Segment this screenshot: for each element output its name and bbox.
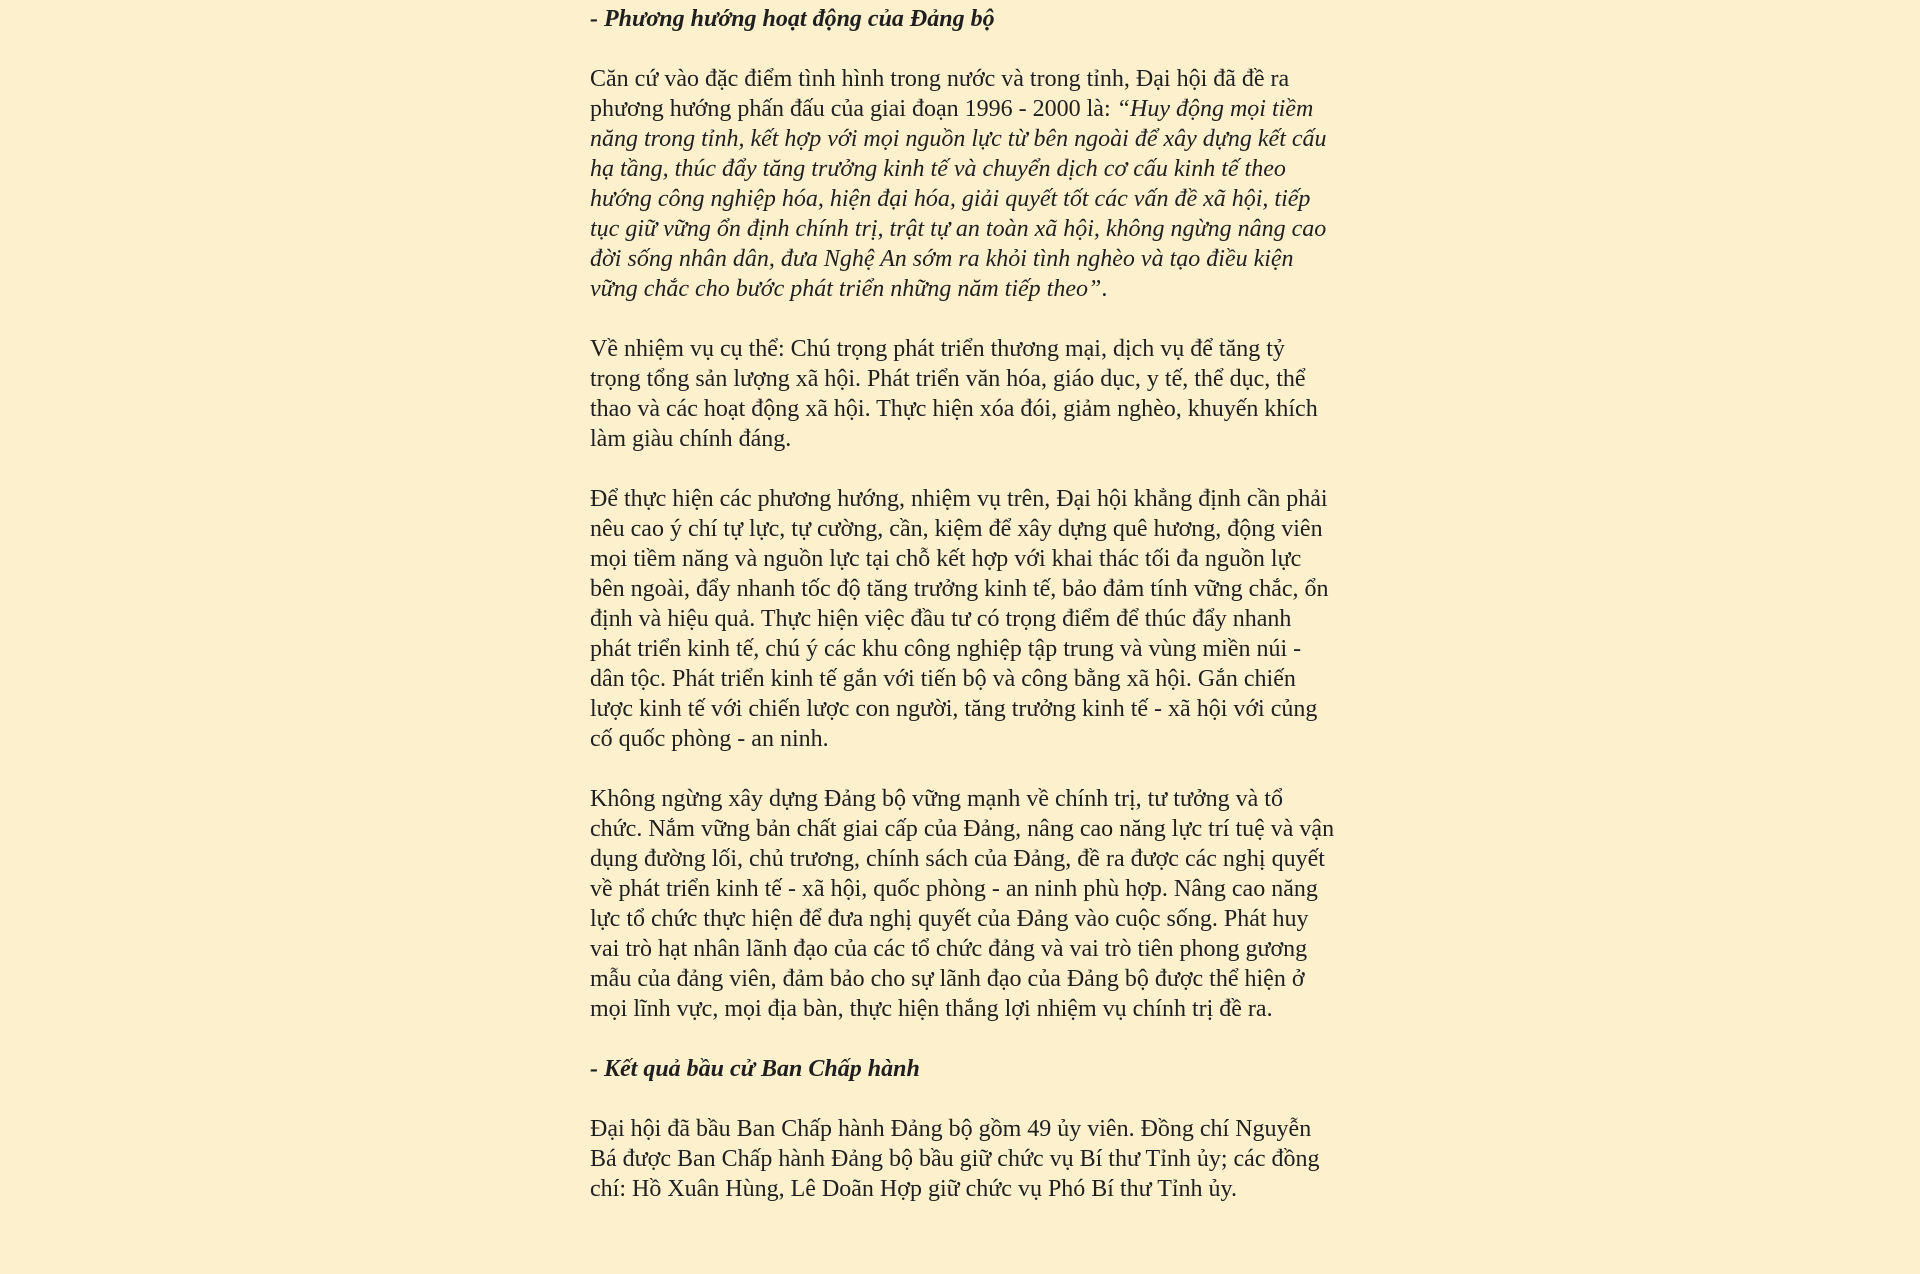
section-heading-orientation: - Phương hướng hoạt động của Đảng bộ [590,6,995,32]
paragraph-orientation [590,64,1338,304]
paragraph-election-results: Đại hội đã bầu Ban Chấp hành Đảng bộ gồm 49 ủy viên. Đồng chí Nguyễn Bá được Ban Chấp hành Đảng bộ bầu giữ chức vụ Bí thư Tỉnh ủy; các đồng chí: Hồ Xuân Hùng, Lê Doãn Hợp giữ chức vụ Phó Bí thư Tỉnh ủy. [590,1116,1320,1202]
section-heading-election: - Kết quả bầu cử Ban Chấp hành [590,1056,920,1082]
paragraph-end-punct: . [1101,276,1108,302]
paragraph-intro-text: Căn cứ vào đặc điểm tình hình trong nước và trong tỉnh, Đại hội đã đề ra phương hướng phấn đấu của giai đoạn 1996 - 2000 là: [590,66,1290,122]
article-body [590,0,1338,1234]
orientation-quote: “Huy động mọi tiềm năng trong tỉnh, kết hợp với mọi nguồn lực từ bên ngoài để xây dựng kết cấu hạ tầng, thúc đẩy tăng trưởng kinh tế và chuyển dịch cơ cấu kinh tế theo hướng công nghiệp hóa, hiện đại hóa, giải quyết tốt các vấn đề xã hội, tiếp tục giữ vững ổn định chính trị, trật tự an toàn xã hội, không ngừng nâng cao đời sống nhân dân, đưa Nghệ An sớm ra khỏi tình nghèo và tạo điều kiện vững chắc cho bước phát triển những năm tiếp theo” [590,96,1327,302]
paragraph-party-building: Không ngừng xây dựng Đảng bộ vững mạnh về chính trị, tư tưởng và tổ chức. Nắm vững bản chất giai cấp của Đảng, nâng cao năng lực trí tuệ và vận dụng đường lối, chủ trương, chính sách của Đảng, đề ra được các nghị quyết về phát triển kinh tế - xã hội, quốc phòng - an ninh phù hợp. Nâng cao năng lực tổ chức thực hiện để đưa nghị quyết của Đảng vào cuộc sống. Phát huy vai trò hạt nhân lãnh đạo của các tổ chức đảng và vai trò tiên phong gương mẫu của đảng viên, đảm bảo cho sự lãnh đạo của Đảng bộ được thể hiện ở mọi lĩnh vực, mọi địa bàn, thực hiện thắng lợi nhiệm vụ chính trị đề ra. [590,786,1335,1022]
paragraph-tasks: Về nhiệm vụ cụ thể: Chú trọng phát triển thương mại, dịch vụ để tăng tỷ trọng tổng sản lượng xã hội. Phát triển văn hóa, giáo dục, y tế, thể dục, thể thao và các hoạt động xã hội. Thực hiện xóa đói, giảm nghèo, khuyến khích làm giàu chính đáng. [590,336,1318,452]
paragraph-implementation: Để thực hiện các phương hướng, nhiệm vụ trên, Đại hội khẳng định cần phải nêu cao ý chí tự lực, tự cường, cần, kiệm để xây dựng quê hương, động viên mọi tiềm năng và nguồn lực tại chỗ kết hợp với khai thác tối đa nguồn lực bên ngoài, đẩy nhanh tốc độ tăng trưởng kinh tế, bảo đảm tính vững chắc, ổn định và hiệu quả. Thực hiện việc đầu tư có trọng điểm để thúc đẩy nhanh phát triển kinh tế, chú ý các khu công nghiệp tập trung và vùng miền núi - dân tộc. Phát triển kinh tế gắn với tiến bộ và công bằng xã hội. Gắn chiến lược kinh tế với chiến lược con người, tăng trưởng kinh tế - xã hội với củng cố quốc phòng - an ninh. [590,486,1329,752]
